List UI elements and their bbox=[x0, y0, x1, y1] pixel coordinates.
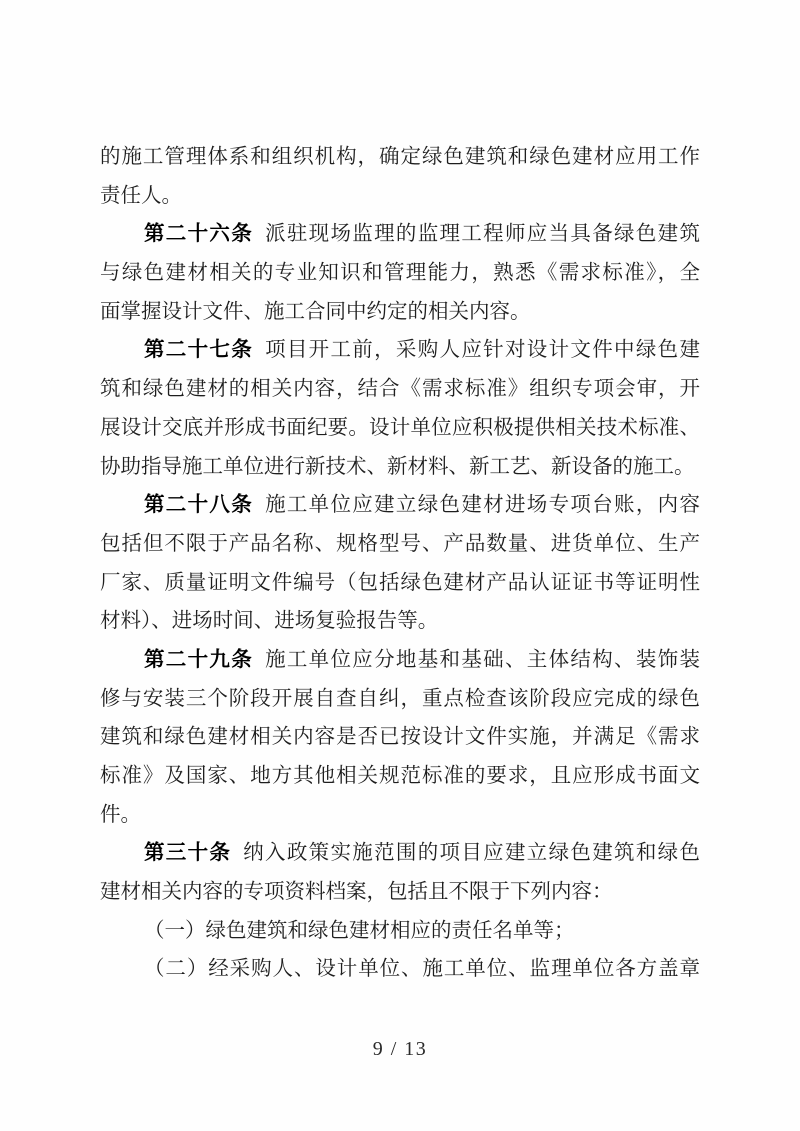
article-29-text-run: 施工单位应分地基和基础、主体结构、装饰装 bbox=[265, 648, 700, 671]
article-30-text-run: 纳入政策实施范围的项目应建立绿色建筑和绿色 bbox=[243, 842, 700, 865]
text-line-continuation-2: 责任人。 bbox=[100, 184, 182, 207]
page-number: 9 / 13 bbox=[372, 1038, 428, 1060]
list-item-2: （二）经采购人、设计单位、施工单位、监理单位各方盖章 bbox=[144, 958, 700, 981]
article-29-line-5: 件。 bbox=[100, 803, 141, 826]
text-line-continuation-1: 的施工管理体系和组织机构，确定绿色建筑和绿色建材应用工作 bbox=[100, 146, 700, 168]
article-28-number: 第二十八条 bbox=[144, 493, 254, 517]
article-28-line-4: 材料）、进场时间、进场复验报告等。 bbox=[100, 610, 439, 633]
article-30-line-1 bbox=[100, 834, 700, 873]
article-27-line-4: 协助指导施工单位进行新技术、新材料、新工艺、新设备的施工。 bbox=[100, 455, 695, 478]
article-29-number: 第二十九条 bbox=[144, 647, 254, 671]
article-27-line-1 bbox=[100, 331, 700, 370]
list-item-1: （一）绿色建筑和绿色建材相应的责任名单等； bbox=[144, 919, 575, 942]
article-27-number: 第二十七条 bbox=[144, 338, 254, 362]
article-29-line-2: 修与安装三个阶段开展自查自纠，重点检查该阶段应完成的绿色 bbox=[100, 687, 700, 710]
article-26-line-1 bbox=[100, 215, 700, 254]
article-29-line-3: 建筑和绿色建材相关内容是否已按设计文件实施，并满足《需求 bbox=[100, 726, 700, 749]
article-26-line-2: 与绿色建材相关的专业知识和管理能力，熟悉《需求标准》，全 bbox=[100, 262, 700, 285]
article-26-text-run: 派驻现场监理的监理工程师应当具备绿色建筑 bbox=[265, 223, 700, 246]
article-26-line-3: 面掌握设计文件、施工合同中约定的相关内容。 bbox=[100, 300, 531, 323]
article-30-line-2: 建材相关内容的专项资料档案，包括且不限于下列内容： bbox=[100, 881, 613, 904]
article-28-text-run: 施工单位应建立绿色建材进场专项台账，内容 bbox=[265, 494, 700, 517]
document-body bbox=[100, 138, 700, 989]
article-30-number: 第三十条 bbox=[144, 841, 232, 865]
article-28-line-3: 厂家、质量证明文件编号（包括绿色建材产品认证证书等证明性 bbox=[100, 571, 700, 594]
article-27-line-3: 展设计交底并形成书面纪要。设计单位应积极提供相关技术标准、 bbox=[100, 416, 700, 439]
article-29-line-4: 标准》及国家、地方其他相关规范标准的要求，且应形成书面文 bbox=[100, 765, 700, 787]
article-27-line-2: 筑和绿色建材的相关内容，结合《需求标准》组织专项会审，开 bbox=[100, 378, 700, 401]
article-28-line-2: 包括但不限于产品名称、规格型号、产品数量、进货单位、生产 bbox=[100, 532, 700, 555]
article-26-number: 第二十六条 bbox=[144, 222, 254, 246]
article-29-line-1 bbox=[100, 641, 700, 680]
article-28-line-1 bbox=[100, 486, 700, 525]
article-27-text-run: 项目开工前，采购人应针对设计文件中绿色建 bbox=[265, 339, 700, 362]
